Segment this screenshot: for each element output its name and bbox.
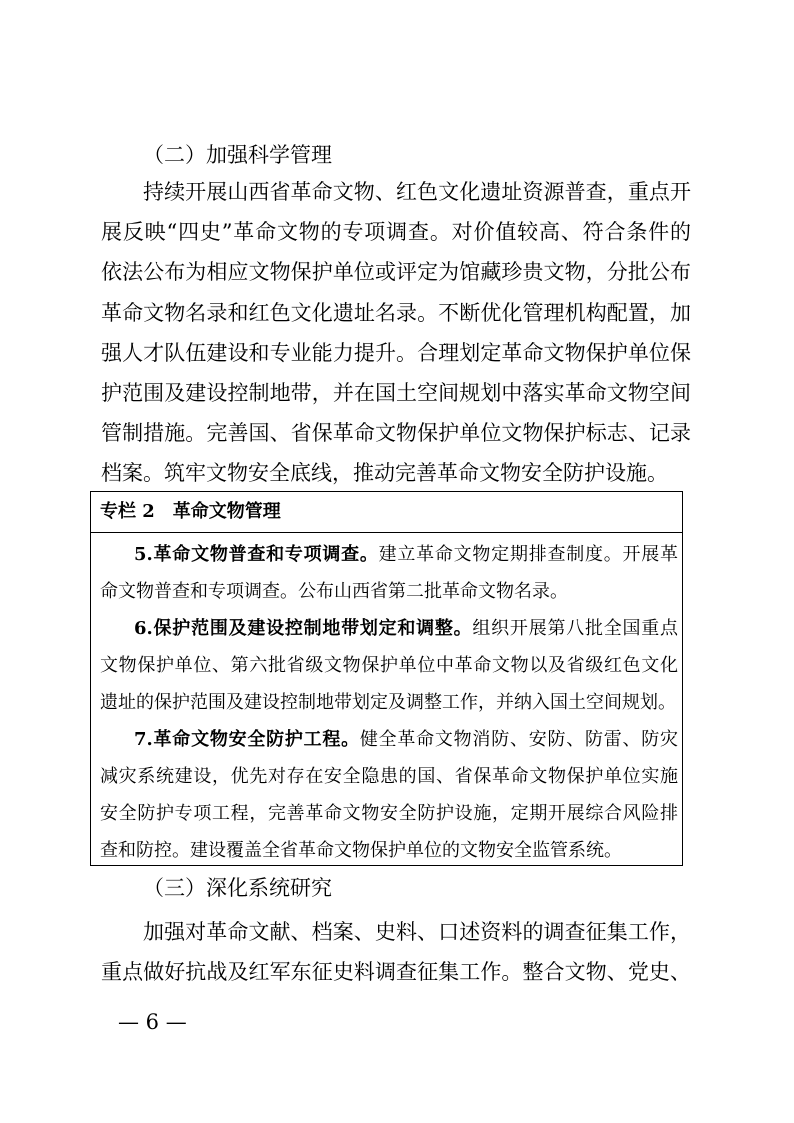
column-item-text: 组织开展第八批全国重点 <box>472 618 678 639</box>
section-heading: （三）深化系统研究 <box>143 876 332 900</box>
paragraph-line: 护范围及建设控制地带，并在国土空间规划中落实革命文物空间 <box>101 380 691 405</box>
paragraph-line: 重点做好抗战及红军东征史料调查征集工作。整合文物、党史、 <box>101 960 691 984</box>
column-item-line: 遗址的保护范围及建设控制地带划定及调整工作，并纳入国土空间规划。 <box>100 692 676 713</box>
section-heading: （二）加强科学管理 <box>143 143 332 167</box>
column-item-line <box>100 610 678 647</box>
column-item-line: 减灾系统建设，优先对存在安全隐患的国、省保革命文物保护单位实施 <box>100 766 678 787</box>
column-item-text: 健全革命文物消防、安防、防雷、防灾 <box>359 729 679 750</box>
paragraph-line: 依法公布为相应文物保护单位或评定为馆藏珍贵文物，分批公布 <box>101 260 691 285</box>
column-item-heading: 7.革命文物安全防护工程。 <box>134 729 360 750</box>
paragraph-line: 管制措施。完善国、省保革命文物保护单位文物保护标志、记录 <box>101 421 691 446</box>
column-item-line: 查和防控。建设覆盖全省革命文物保护单位的文物安全监管系统。 <box>100 840 622 861</box>
paragraph-line: 加强对革命文献、档案、史料、口述资料的调查征集工作， <box>143 920 691 944</box>
paragraph-line: 革命文物名录和红色文化遗址名录。不断优化管理机构配置，加 <box>101 300 691 325</box>
column-item <box>100 721 678 869</box>
column-item-line <box>100 721 678 758</box>
column-item-text: 建立革命文物定期排查制度。开展革 <box>378 544 678 565</box>
column-item-line: 安全防护专项工程，完善革命文物安全防护设施，定期开展综合风险排 <box>100 803 678 824</box>
section-paragraph <box>101 172 691 494</box>
column-item <box>100 536 678 610</box>
paragraph-line: 强人才队伍建设和专业能力提升。合理划定革命文物保护单位保 <box>101 340 691 365</box>
section-paragraph <box>101 912 691 992</box>
paragraph-line: 展反映“四史”革命文物的专项调查。对价值较高、符合条件的 <box>101 220 691 245</box>
paragraph-line: 持续开展山西省革命文物、红色文化遗址资源普查，重点开 <box>143 180 691 204</box>
column-item-line: 文物保护单位、第六批省级文物保护单位中革命文物以及省级红色文化 <box>100 655 678 676</box>
column-item-line: 命文物普查和专项调查。公布山西省第二批革命文物名录。 <box>100 581 568 602</box>
column-item <box>100 610 678 721</box>
column-item-heading: 5.革命文物普查和专项调查。 <box>134 544 379 565</box>
column-item-line <box>100 536 678 573</box>
page-number: — 6 — <box>118 1010 187 1034</box>
column-box-title: 专栏 2 革命文物管理 <box>91 492 682 533</box>
column-box <box>90 491 683 866</box>
column-box-body <box>91 533 682 869</box>
column-item-heading: 6.保护范围及建设控制地带划定和调整。 <box>134 618 473 639</box>
paragraph-line: 档案。筑牢文物安全底线，推动完善革命文物安全防护设施。 <box>101 461 668 486</box>
